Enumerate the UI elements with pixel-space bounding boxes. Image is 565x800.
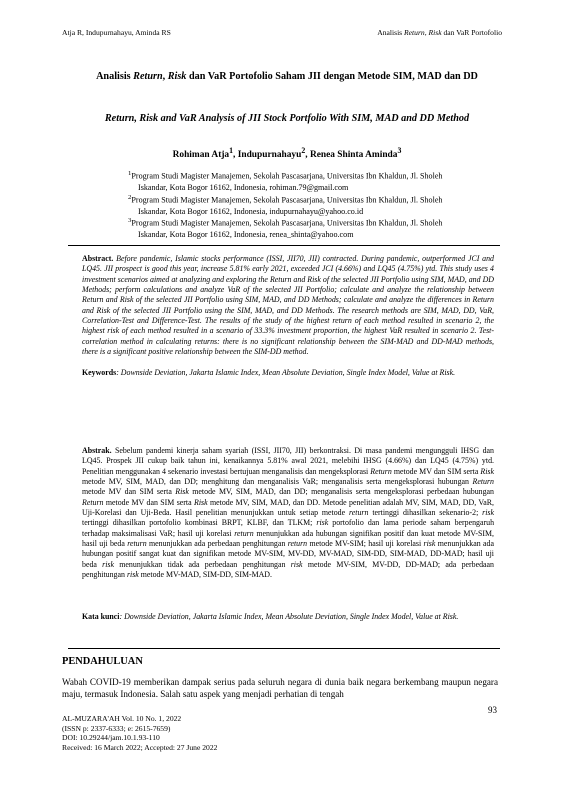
- abstract-indonesian: Abstrak. Sebelum pandemi kinerja saham syariah (ISSI, JII70, JII) berkontraksi. Di masa pandemi mengungguli IHSG dan LQ45. Prospek JII cukup baik tahun ini, kenaikannya 5.81% awal 2021, melebihi IHSG (4.66%) dan LQ45 (4.75%) ytd. Penelitian menggunakan 4 sekenario investasi bertujuan menganalisis dan mengeksplorasi Return metode MV dan SIM serta Risk metode MV, SIM, MAD, dan DD; menghitung dan menganalisis VaR; menganalisis serta mengeksplorasi hubungan Return metode MV dan SIM serta Risk metode MV, SIM, MAD, dan DD; menganalisis serta mengeksplorasi perbedaan hubungan Return metode MV dan SIM serta Risk metode MV, SIM, MAD, dan DD. Metode penelitian adalah MV, SIM, MAD, DD, VaR, Uji-Korelasi dan Uji-Beda. Hasil penelitian menunjukkan untuk setiap metode return tertinggi dihasilkan sekenario-2; risk tertinggi dihasilkan portofolio kombinasi BRPT, KLBF, dan TLKM; risk portofolio dan lama periode saham berpengaruh terhadap maksimalisasi VaR; hasil uji korelasi return menunjukkan ada hubungan signifikan positif dan kuat metode MV-SIM, hasil uji beda return menunjukkan ada perbedaan penghitungan return metode MV-SIM; hasil uji korelasi risk menunjukkan ada hubungan positif sangat kuat dan signifikan metode MV-SIM, MV-DD, MV-MAD, SIM-DD, SIM-MAD, DD-MAD; hasil uji beda risk menunjukkan tidak ada perbedaan penghitungan risk metode MV-SIM, MV-DD, DD-MAD; ada perbedaan penghitungan risk metode MV-MAD, SIM-DD, SIM-MAD.: [82, 446, 495, 580]
- running-header-authors: Atja R, Indupurnahayu, Aminda RS: [62, 28, 171, 37]
- page-number: 93: [488, 705, 497, 715]
- keywords-english: Keywords: Downside Deviation, Jakarta Islamic Index, Mean Absolute Deviation, Single Index Model, Value at Risk.: [82, 368, 456, 377]
- abstract-english: Abstract. Before pandemic, Islamic stocks performance (ISSI, JII70, JII) contracted. During pandemic, outperformed JCI and LQ45. JII prospect is good this year, increase 5.81% early 2021, exceeded JCI (4.66%) and LQ45 (4.75%) ytd. This study uses 4 investment scenarios aimed at analyzing and exploring the Return and Risk of the selected JII Portfolio using SIM, MAD, and DD Methods; perform calculations and analyze VaR of the selected JII Portfolio; calculate and analyze the relationship between Return and Risk of the selected JII Portfolio using SIM, MAD, and DD Methods; calculate and analyze the differences in Return and Risk of the selected JII Portfolio using the SIM, MAD, and DD Methods. The research methods are SIM, MAD, DD, VaR, Correlation-Test and Difference-Test. The results of the study of the highest return of each method resulted in scenario 2, the highest risk of each method resulted in a scenario of 33.3% investment proportion, the highest VaR resulted in scenario 2. Test-correlation method in calculating returns: there is no significant relationship between the SIM-MAD and DD-MAD methods, there is a significant positive relationship between the SIM-DD method.: [82, 254, 494, 357]
- paper-title-indonesian: Analisis Return, Risk dan VaR Portofolio Saham JII dengan Metode SIM, MAD dan DD: [96, 71, 478, 82]
- paper-title-english: Return, Risk and VaR Analysis of JII Stock Portfolio With SIM, MAD and DD Method: [104, 113, 470, 124]
- affiliation-1: $^1$Program Studi Magister Manajemen, Sekolah Pascasarjana, Universitas Ibn Khaldun, Jl. Sholeh Iskandar, Kota Bogor 16162, Indonesia, rohiman.79@gmail.com: [128, 170, 443, 193]
- keywords-indonesian: Kata kunci: Downside Deviation, Jakarta Islamic Index, Mean Absolute Deviation, Single Index Model, Value at Risk.: [82, 612, 459, 621]
- journal-footer: AL-MUZARA'AH Vol. 10 No. 1, 2022 (ISSN p: 2337-6333; e: 2615-7659) DOI: 10.29244/jam.10.1.93-110 Received: 16 March 2022; Accepted: 27 June 2022: [62, 714, 218, 752]
- section-heading: PENDAHULUAN: [62, 656, 143, 667]
- affiliation-3: $^3$Program Studi Magister Manajemen, Sekolah Pascasarjana, Universitas Ibn Khaldun, Jl. Sholeh Iskandar, Kota Bogor 16162, Indonesia, renea_shinta@yahoo.com: [128, 217, 443, 240]
- author-list: Rohiman Atja$^1$, Indupurnahayu$^2$, Renea Shinta Aminda$^3$: [172, 146, 402, 161]
- affiliation-2: $^2$Program Studi Magister Manajemen, Sekolah Pascasarjana, Universitas Ibn Khaldun, Jl. Sholeh Iskandar, Kota Bogor 16162, Indonesia, indupurnahayu@yahoo.co.id: [128, 194, 443, 217]
- running-header-title: Analisis Return, Risk dan VaR Portofolio: [377, 28, 502, 37]
- body-paragraph: Wabah COVID-19 memberikan dampak serius pada seluruh negara di dunia baik negara berkembang maupun negara maju, termasuk Indonesia. Salah satu aspek yang menjadi perhatian di tengah: [62, 677, 498, 700]
